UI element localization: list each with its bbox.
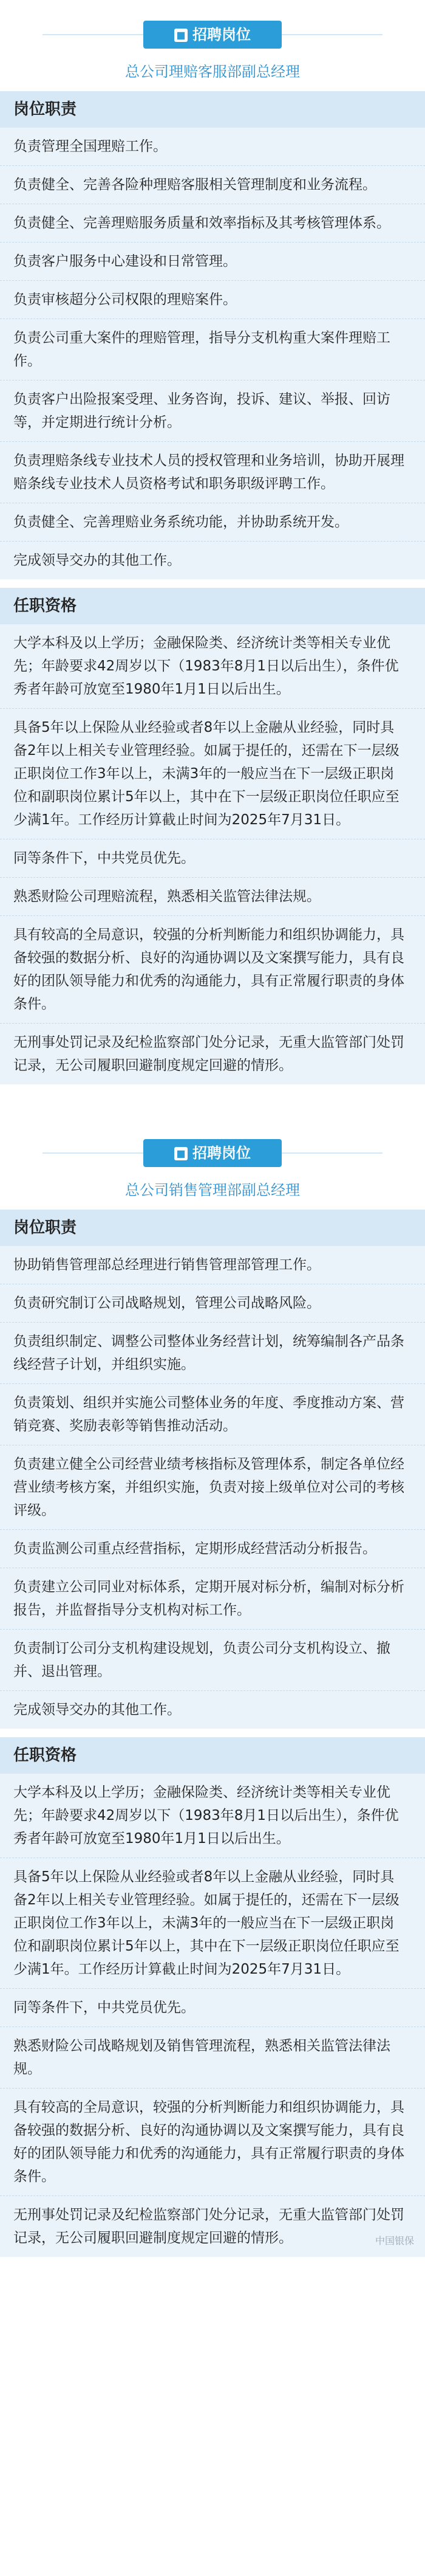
- list-item: 具有较高的全局意识，较强的分析判断能力和组织协调能力，具备较强的数据分析、良好的沟通协调以及文案撰写能力，具有良好的团队领导能力和优秀的沟通能力，具有正常履行职责的身体条件。: [0, 916, 425, 1024]
- posting-block: [0, 1118, 425, 2257]
- qualifications-section: [0, 588, 425, 1084]
- list-item: 负责制订公司分支机构建设规划，负责公司分支机构设立、撤并、退出管理。: [0, 1630, 425, 1691]
- posting-gap: [0, 1084, 425, 1118]
- recruitment-badge: [143, 1139, 282, 1167]
- list-item: 负责组织制定、调整公司整体业务经营计划，统筹编制各产品条线经营子计划，并组织实施。: [0, 1323, 425, 1384]
- list-item: 负责建立公司同业对标体系，定期开展对标分析，编制对标分析报告，并监督指导分支机构对标工作。: [0, 1568, 425, 1630]
- list-item: 负责健全、完善理赔服务质量和效率指标及其考核管理体系。: [0, 204, 425, 243]
- list-item: 大学本科及以上学历；金融保险类、经济统计类等相关专业优先；年龄要求42周岁以下（1983年8月1日以后出生），条件优秀者年龄可放宽至1980年1月1日以后出生。: [0, 1774, 425, 1858]
- badge-label: 招聘岗位: [192, 1145, 251, 1162]
- section-heading: 任职资格: [0, 1737, 425, 1774]
- list-item: 无刑事处罚记录及纪检监察部门处分记录，无重大监管部门处罚记录，无公司履职回避制度规定回避的情形。: [13, 1035, 404, 1073]
- position-title: 总公司理赔客服部副总经理: [125, 63, 300, 80]
- list-item: 负责健全、完善理赔业务系统功能，并协助系统开发。: [0, 503, 425, 542]
- list-item: 负责客户服务中心建设和日常管理。: [0, 243, 425, 281]
- posting-header: [0, 0, 425, 91]
- list-item: 具备5年以上保险从业经验或者8年以上金融从业经验，同时具备2年以上相关专业管理经验。如属于提任的，还需在下一层级正职岗位工作3年以上，未满3年的一般应当在下一层级正职岗位和副职岗位累计5年以上，其中在下一层级正职岗位任职应至少满1年。工作经历计算截止时间为2025年7月31日。: [0, 1858, 425, 1989]
- list-item: 协助销售管理部总经理进行销售管理部管理工作。: [0, 1246, 425, 1284]
- bookmark-icon: ■: [174, 29, 188, 42]
- list-item: 负责客户出险报案受理、业务咨询，投诉、建议、举报、回访等，并定期进行统计分析。: [0, 381, 425, 442]
- list-item: 同等条件下，中共党员优先。: [0, 1989, 425, 2027]
- list-item: 无刑事处罚记录及纪检监察部门处分记录，无重大监管部门处罚记录，无公司履职回避制度规定回避的情形。: [13, 2207, 404, 2246]
- list-item: 具备5年以上保险从业经验或者8年以上金融从业经验，同时具备2年以上相关专业管理经验。如属于提任的，还需在下一层级正职岗位工作3年以上，未满3年的一般应当在下一层级正职岗位和副职岗位累计5年以上，其中在下一层级正职岗位任职应至少满1年。工作经历计算截止时间为2025年7月31日。: [0, 709, 425, 839]
- posting-block: [0, 0, 425, 1118]
- section-heading: 岗位职责: [0, 91, 425, 128]
- list-item: 负责审核超分公司权限的理赔案件。: [0, 281, 425, 319]
- section-heading: 任职资格: [0, 588, 425, 624]
- list-item: 具有较高的全局意识，较强的分析判断能力和组织协调能力，具备较强的数据分析、良好的沟通协调以及文案撰写能力，具有良好的团队领导能力和优秀的沟通能力，具有正常履行职责的身体条件。: [0, 2089, 425, 2196]
- list-item: 负责建立健全公司经营业绩考核指标及管理体系，制定各单位经营业绩考核方案，并组织实施，负责对接上级单位对公司的考核评级。: [0, 1445, 425, 1530]
- list-item: 负责研究制订公司战略规划，管理公司战略风险。: [0, 1284, 425, 1323]
- badge-label: 招聘岗位: [192, 26, 251, 43]
- list-item: 负责管理全国理赔工作。: [0, 128, 425, 166]
- position-title: 总公司销售管理部副总经理: [125, 1182, 300, 1199]
- list-item: 负责监测公司重点经营指标，定期形成经营活动分析报告。: [0, 1530, 425, 1568]
- section-gap: [0, 579, 425, 588]
- list-item: 熟悉财险公司战略规划及销售管理流程，熟悉相关监管法律法规。: [0, 2027, 425, 2089]
- watermark: 中国银保: [375, 2235, 414, 2247]
- list-item: 负责策划、组织并实施公司整体业务的年度、季度推动方案、营销竞赛、奖励表彰等销售推动活动。: [0, 1384, 425, 1445]
- list-item: 负责健全、完善各险种理赔客服相关管理制度和业务流程。: [0, 166, 425, 204]
- list-item: 负责公司重大案件的理赔管理，指导分支机构重大案件理赔工作。: [0, 319, 425, 381]
- section-gap: [0, 1729, 425, 1737]
- list-item: 完成领导交办的其他工作。: [13, 1702, 181, 1718]
- list-item: 同等条件下，中共党员优先。: [0, 839, 425, 878]
- posting-header: [0, 1118, 425, 1210]
- bookmark-icon: ■: [174, 1147, 188, 1160]
- section-heading: 岗位职责: [0, 1210, 425, 1246]
- list-item: 大学本科及以上学历；金融保险类、经济统计类等相关专业优先；年龄要求42周岁以下（1983年8月1日以后出生），条件优秀者年龄可放宽至1980年1月1日以后出生。: [0, 624, 425, 709]
- recruitment-badge: [143, 21, 282, 49]
- duties-section: [0, 1210, 425, 1729]
- qualifications-section: [0, 1737, 425, 2257]
- list-item: 负责理赔条线专业技术人员的授权管理和业务培训，协助开展理赔条线专业技术人员资格考试和职务职级评聘工作。: [0, 442, 425, 503]
- list-item: 完成领导交办的其他工作。: [13, 553, 181, 568]
- list-item: 熟悉财险公司理赔流程，熟悉相关监管法律法规。: [0, 878, 425, 916]
- duties-section: [0, 91, 425, 579]
